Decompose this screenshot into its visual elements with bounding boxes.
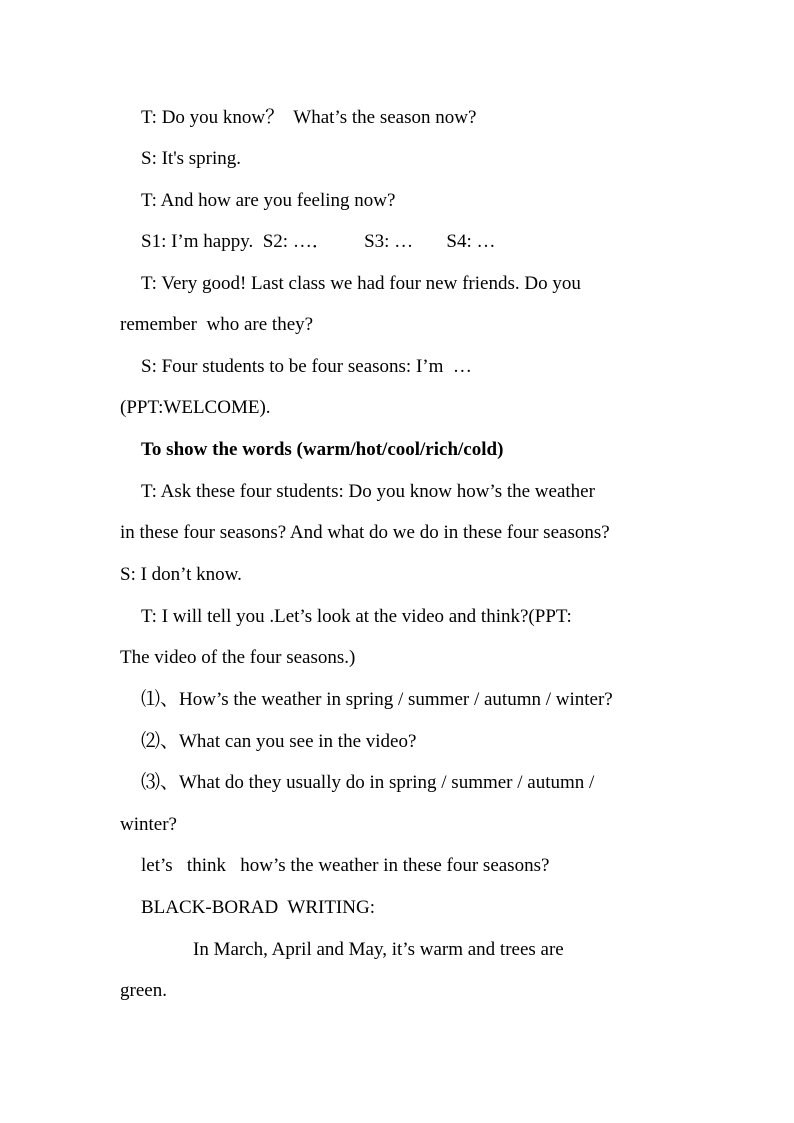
- dialogue-line: T: Ask these four students: Do you know how’s the weather: [141, 481, 595, 502]
- dialogue-line: T: I will tell you .Let’s look at the video and think?(PPT:: [141, 606, 572, 627]
- question-item-continued: winter?: [120, 814, 177, 835]
- dialogue-line: S1: I’m happy. S2: …． S3: … S4: …: [141, 231, 496, 252]
- dialogue-line: S: It's spring.: [141, 148, 242, 169]
- section-heading: To show the words (warm/hot/cool/rich/cold): [141, 439, 504, 460]
- dialogue-line: S: Four students to be four seasons: I’m …: [141, 356, 472, 377]
- dialogue-line: T: Very good! Last class we had four new friends. Do you: [141, 273, 581, 294]
- dialogue-line: S: I don’t know.: [120, 564, 242, 585]
- dialogue-line: in these four seasons? And what do we do in these four seasons?: [120, 522, 610, 543]
- question-item: ⑵、What can you see in the video?: [141, 731, 417, 752]
- dialogue-line: The video of the four seasons.): [120, 647, 356, 668]
- blackboard-text: green.: [120, 980, 167, 1001]
- dialogue-line: let’s think how’s the weather in these four seasons?: [141, 855, 550, 876]
- dialogue-line: (PPT:WELCOME).: [120, 397, 271, 418]
- question-item: ⑶、What do they usually do in spring / summer / autumn /: [141, 772, 595, 793]
- dialogue-line: remember who are they?: [120, 314, 314, 335]
- dialogue-line: T: And how are you feeling now?: [141, 190, 396, 211]
- blackboard-text: In March, April and May, it’s warm and trees are: [193, 939, 564, 960]
- question-item: ⑴、How’s the weather in spring / summer / autumn / winter?: [141, 689, 613, 710]
- dialogue-line: T: Do you know？ What’s the season now?: [141, 107, 477, 128]
- blackboard-heading: BLACK-BORAD WRITING:: [141, 897, 375, 918]
